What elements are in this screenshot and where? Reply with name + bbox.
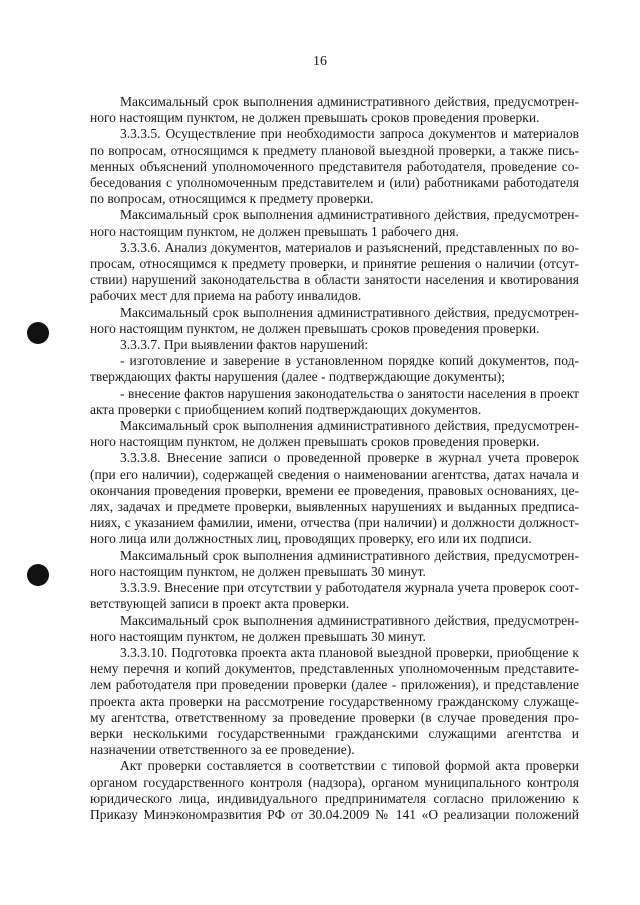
text-line: му агентства, ответственному за проведение проверки (в случае проведения про-: [90, 709, 579, 725]
text-line: - внесение фактов нарушения законодательства о занятости населения в проект: [120, 385, 579, 401]
text-line: рабочих мест для приема на работу инвалидов.: [90, 288, 362, 304]
text-line: ного настоящим пунктом, не должен превышать 1 рабочего дня.: [90, 223, 459, 239]
text-line: проекта акта проверки на рассмотрение государственному гражданскому служаще-: [90, 693, 579, 709]
text-line: тверждающих факты нарушения (далее - подтверждающие документы);: [90, 369, 506, 385]
text-line: ного настоящим пунктом, не должен превышать 30 минут.: [90, 628, 426, 644]
paragraph: [90, 207, 579, 239]
punch-hole-mark: [27, 564, 49, 586]
text-line: Максимальный срок выполнения административного действия, предусмотрен-: [120, 207, 579, 223]
paragraph: [90, 386, 579, 418]
paragraph: [90, 450, 579, 547]
text-line: Приказу Минэкономразвития РФ от 30.04.2009 № 141 «О реализации положений: [90, 806, 579, 822]
text-line: окончания проведения проверки, времени ее проведения, правовых основаниях, це-: [90, 482, 579, 498]
paragraph: [90, 418, 579, 450]
text-line: Максимальный срок выполнения административного действия, предусмотрен-: [120, 547, 579, 563]
paragraph: [90, 353, 579, 385]
text-line: акта проверки с приобщением копий подтверждающих документов.: [90, 401, 482, 417]
text-line: - изготовление и заверение в установленном порядке копий документов, под-: [120, 353, 579, 369]
text-line: 3.3.3.10. Подготовка проекта акта плановой выездной проверки, приобщение к: [120, 644, 579, 660]
text-line: органом государственного контроля (надзора), органом муниципального контроля: [90, 774, 579, 790]
text-line: по вопросам, относящимся к предмету плановой выездной проверки, а также пись-: [90, 142, 579, 158]
text-line: лях, задачах и предмете проверки, выявленных нарушениях и выданных предписа-: [90, 499, 579, 515]
text-line: (при его наличии), содержащей сведения о наименовании агентства, датах начала и: [90, 466, 579, 482]
text-line: ствии) нарушений законодательства в области занятости населения и квотирования: [90, 272, 579, 288]
text-line: ветствующей записи в проект акта проверки.: [90, 596, 350, 612]
text-line: беседования с уполномоченным представителем и (или) работниками работодателя: [90, 175, 579, 191]
text-line: 3.3.3.8. Внесение записи о проведенной проверке в журнал учета проверок: [120, 450, 579, 466]
text-line: 3.3.3.6. Анализ документов, материалов и разъяснений, представленных по во-: [120, 239, 579, 255]
text-line: просам, относящимся к предмету проверки, и принятие решения о наличии (отсут-: [90, 256, 579, 272]
text-line: ного лица или должностных лиц, проводящих проверку, его или их подписи.: [90, 531, 532, 547]
text-line: Максимальный срок выполнения административного действия, предусмотрен-: [120, 612, 579, 628]
punch-hole-mark: [27, 322, 49, 344]
text-line: менных объяснений уполномоченного представителя работодателя, проведение со-: [90, 158, 579, 174]
paragraph: [90, 305, 579, 337]
text-line: 3.3.3.5. Осуществление при необходимости запроса документов и материалов: [120, 126, 579, 142]
text-line: юридического лица, индивидуального предпринимателя согласно приложению к: [90, 790, 579, 806]
text-line: Максимальный срок выполнения административного действия, предусмотрен-: [120, 418, 579, 434]
paragraph: [90, 240, 579, 305]
paragraph: [90, 645, 579, 758]
text-line: назначении ответственного за ее проведение).: [90, 742, 355, 758]
text-line: верки несколькими государственными гражданскими служащими агентства и: [90, 725, 579, 741]
text-line: 3.3.3.9. Внесение при отсутствии у работодателя журнала учета проверок соот-: [120, 580, 579, 596]
paragraph: [90, 758, 579, 823]
text-line: ниях, с указанием фамилии, имени, отчества (при наличии) и должности должност-: [90, 515, 579, 531]
paragraph: [90, 126, 579, 207]
paragraph: [90, 580, 579, 612]
text-line: нему перечня и копий документов, представленных уполномоченным представите-: [90, 661, 579, 677]
text-line: 3.3.3.7. При выявлении фактов нарушений:: [120, 337, 369, 353]
text-line: Максимальный срок выполнения административного действия, предусмотрен-: [120, 94, 579, 109]
text-line: ного настоящим пунктом, не должен превышать сроков проведения проверки.: [90, 110, 540, 126]
document-body: [90, 94, 579, 823]
paragraph: [90, 94, 579, 126]
text-line: ного настоящим пунктом, не должен превышать сроков проведения проверки.: [90, 320, 540, 336]
text-line: лем работодателя при проведении проверки (далее - приложения), и представление: [90, 677, 579, 693]
text-line: по вопросам, относящимся к предмету проверки.: [90, 191, 374, 207]
text-line: ного настоящим пунктом, не должен превышать 30 минут.: [90, 563, 426, 579]
paragraph: [90, 337, 579, 353]
text-line: ного настоящим пунктом, не должен превышать сроков проведения проверки.: [90, 434, 540, 450]
page-number: 16: [313, 54, 327, 69]
paragraph: [90, 613, 579, 645]
paragraph: [90, 548, 579, 580]
text-line: Максимальный срок выполнения административного действия, предусмотрен-: [120, 304, 579, 320]
text-line: Акт проверки составляется в соответствии с типовой формой акта проверки: [120, 758, 579, 774]
